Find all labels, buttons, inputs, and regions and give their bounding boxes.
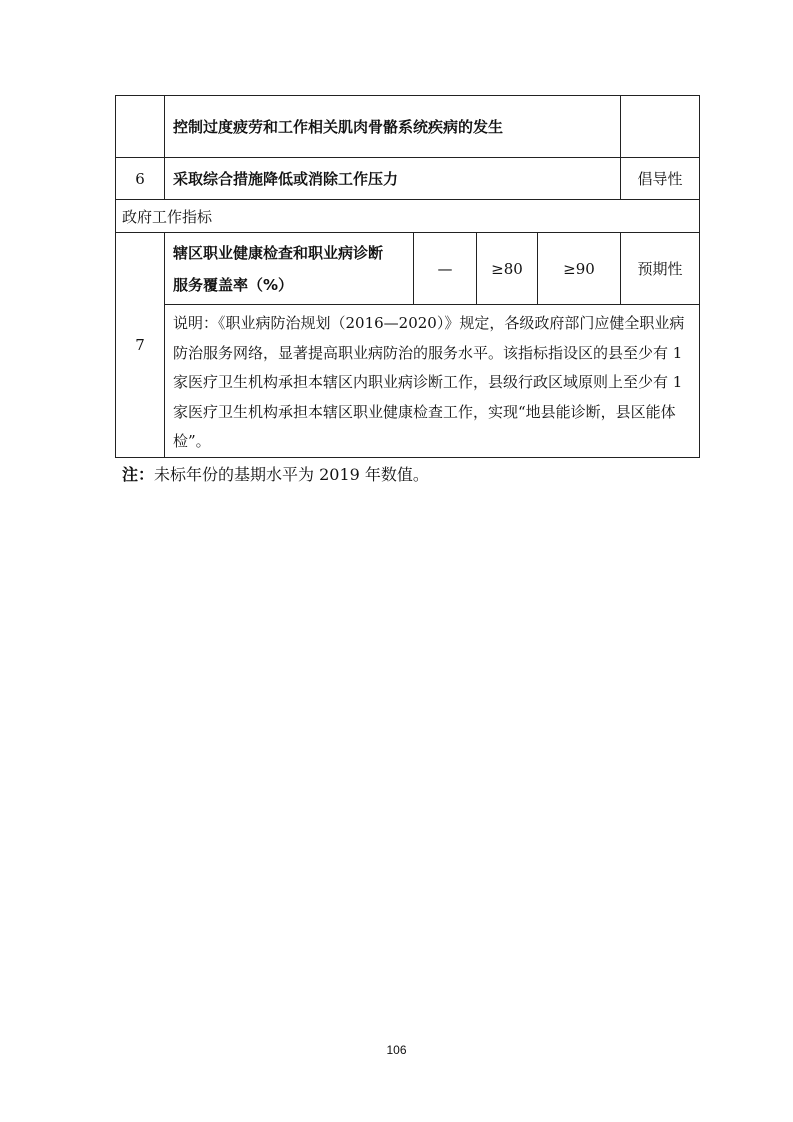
indicator-description: 说明：《职业病防治规划（2016—2020）》规定，各级政府部门应健全职业病防治服务网络，显著提高职业病防治的服务水平。该指标指设区的县至少有 1 家医疗卫生机构承担本辖区内职业病诊断工作，县级行政区域原则上至少有 1 家医疗卫生机构承担本辖区职业健康检查工作，实现“地县能诊断，县区能体检”。 [165, 305, 700, 458]
page-number: 106 [386, 1043, 407, 1057]
indicator-type: 预期性 [621, 233, 700, 305]
table-note [122, 462, 429, 485]
table-cell-empty [116, 96, 165, 158]
indicator-name-line: 辖区职业健康检查和职业病诊断 [173, 243, 384, 262]
table-cell-empty [621, 96, 700, 158]
row-number: 7 [116, 233, 165, 458]
indicator-table [115, 95, 700, 458]
row-number: 6 [116, 158, 165, 200]
table-row [116, 200, 700, 233]
table-row [116, 96, 700, 158]
indicator-name [165, 233, 414, 305]
base-value: — [414, 233, 477, 305]
note-label: 注： [122, 465, 155, 484]
note-text: 未标年份的基期水平为 2019 年数值。 [154, 465, 429, 484]
table-row [116, 305, 700, 458]
target-value: ≥90 [538, 233, 621, 305]
target-value: ≥80 [477, 233, 538, 305]
indicator-text: 采取综合措施降低或消除工作压力 [165, 158, 621, 200]
indicator-type: 倡导性 [621, 158, 700, 200]
table-row [116, 158, 700, 200]
indicator-name-line: 服务覆盖率（%） [173, 275, 294, 294]
section-heading: 政府工作指标 [116, 200, 700, 233]
indicator-text: 控制过度疲劳和工作相关肌肉骨骼系统疾病的发生 [165, 96, 621, 158]
table-row [116, 233, 700, 305]
